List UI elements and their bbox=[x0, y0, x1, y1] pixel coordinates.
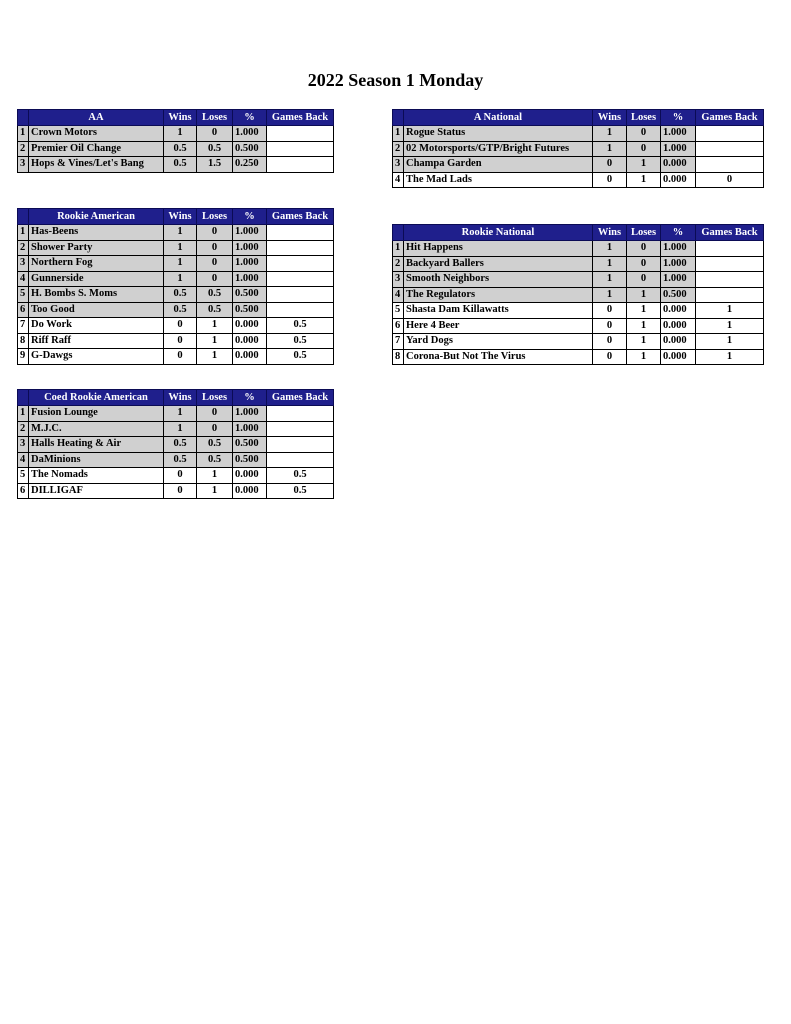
wins-cell: 1 bbox=[164, 240, 197, 256]
games-back-cell bbox=[696, 141, 764, 157]
team-name-cell: Hops & Vines/Let's Bang bbox=[29, 157, 164, 173]
games-back-cell: 0.5 bbox=[267, 349, 334, 365]
games-back-cell bbox=[696, 272, 764, 288]
team-name-cell: H. Bombs S. Moms bbox=[29, 287, 164, 303]
team-name-cell: Has-Beens bbox=[29, 225, 164, 241]
pct-cell: 0.250 bbox=[233, 157, 267, 173]
rank-cell: 4 bbox=[18, 271, 29, 287]
standings-row bbox=[18, 126, 334, 142]
loses-header: Loses bbox=[197, 209, 233, 225]
games-back-cell bbox=[267, 240, 334, 256]
loses-cell: 0 bbox=[197, 256, 233, 272]
pct-cell: 0.500 bbox=[233, 287, 267, 303]
pct-cell: 1.000 bbox=[233, 421, 267, 437]
loses-header: Loses bbox=[197, 390, 233, 406]
standings-row bbox=[18, 421, 334, 437]
standings-row bbox=[393, 157, 764, 173]
header-row bbox=[393, 225, 764, 241]
rank-cell: 3 bbox=[18, 157, 29, 173]
pct-header: % bbox=[233, 110, 267, 126]
team-name-cell: DILLIGAF bbox=[29, 483, 164, 499]
loses-cell: 0.5 bbox=[197, 141, 233, 157]
team-name-cell: The Regulators bbox=[404, 287, 593, 303]
wins-header: Wins bbox=[164, 390, 197, 406]
rank-cell: 3 bbox=[393, 272, 404, 288]
loses-cell: 0 bbox=[627, 272, 661, 288]
rank-cell: 7 bbox=[393, 334, 404, 350]
games-back-cell bbox=[267, 406, 334, 422]
games-back-cell bbox=[696, 157, 764, 173]
loses-cell: 0 bbox=[197, 225, 233, 241]
pct-cell: 0.500 bbox=[233, 141, 267, 157]
wins-cell: 0 bbox=[164, 318, 197, 334]
standings-row bbox=[18, 437, 334, 453]
standings-row bbox=[393, 303, 764, 319]
pct-cell: 0.000 bbox=[661, 349, 696, 365]
wins-cell: 1 bbox=[593, 141, 627, 157]
games-back-cell: 1 bbox=[696, 303, 764, 319]
games-back-header: Games Back bbox=[267, 110, 334, 126]
pct-cell: 0.000 bbox=[233, 318, 267, 334]
loses-cell: 1 bbox=[627, 287, 661, 303]
games-back-cell bbox=[267, 452, 334, 468]
loses-cell: 1 bbox=[627, 303, 661, 319]
loses-cell: 1 bbox=[627, 172, 661, 188]
games-back-cell bbox=[267, 302, 334, 318]
wins-cell: 0 bbox=[593, 303, 627, 319]
pct-cell: 0.000 bbox=[233, 468, 267, 484]
standings-row bbox=[18, 452, 334, 468]
wins-cell: 0.5 bbox=[164, 141, 197, 157]
loses-cell: 0.5 bbox=[197, 287, 233, 303]
games-back-cell: 1 bbox=[696, 349, 764, 365]
loses-cell: 0.5 bbox=[197, 302, 233, 318]
wins-cell: 1 bbox=[593, 256, 627, 272]
games-back-header: Games Back bbox=[267, 390, 334, 406]
standings-row bbox=[18, 333, 334, 349]
standings-table-rookie-american bbox=[17, 208, 334, 365]
rank-cell: 2 bbox=[393, 141, 404, 157]
rank-cell: 5 bbox=[18, 468, 29, 484]
pct-cell: 1.000 bbox=[233, 225, 267, 241]
standings-row bbox=[393, 272, 764, 288]
loses-cell: 1 bbox=[627, 349, 661, 365]
standings-row bbox=[18, 468, 334, 484]
rank-header bbox=[18, 390, 29, 406]
games-back-header: Games Back bbox=[696, 110, 764, 126]
division-name-header: Rookie American bbox=[29, 209, 164, 225]
pct-cell: 0.500 bbox=[233, 302, 267, 318]
loses-cell: 0 bbox=[197, 406, 233, 422]
team-name-cell: Too Good bbox=[29, 302, 164, 318]
standings-table-a-national bbox=[392, 109, 764, 188]
standings-row bbox=[393, 241, 764, 257]
header-row bbox=[393, 110, 764, 126]
standings-row bbox=[18, 406, 334, 422]
wins-header: Wins bbox=[164, 209, 197, 225]
wins-cell: 0 bbox=[164, 483, 197, 499]
rank-cell: 3 bbox=[393, 157, 404, 173]
pct-cell: 0.500 bbox=[233, 437, 267, 453]
games-back-cell: 0 bbox=[696, 172, 764, 188]
standings-row bbox=[393, 349, 764, 365]
standings-row bbox=[18, 318, 334, 334]
team-name-cell: Gunnerside bbox=[29, 271, 164, 287]
pct-cell: 1.000 bbox=[661, 126, 696, 142]
loses-header: Loses bbox=[627, 110, 661, 126]
team-name-cell: Riff Raff bbox=[29, 333, 164, 349]
standings-row bbox=[18, 287, 334, 303]
wins-cell: 0.5 bbox=[164, 157, 197, 173]
wins-cell: 1 bbox=[593, 241, 627, 257]
team-name-cell: Fusion Lounge bbox=[29, 406, 164, 422]
team-name-cell: Here 4 Beer bbox=[404, 318, 593, 334]
standings-row bbox=[18, 141, 334, 157]
games-back-cell: 0.5 bbox=[267, 483, 334, 499]
pct-header: % bbox=[661, 225, 696, 241]
rank-cell: 6 bbox=[393, 318, 404, 334]
team-name-cell: Shower Party bbox=[29, 240, 164, 256]
games-back-cell bbox=[696, 287, 764, 303]
header-row bbox=[18, 209, 334, 225]
wins-header: Wins bbox=[593, 225, 627, 241]
loses-cell: 1.5 bbox=[197, 157, 233, 173]
wins-cell: 0 bbox=[593, 334, 627, 350]
wins-cell: 0 bbox=[593, 157, 627, 173]
division-name-header: Rookie National bbox=[404, 225, 593, 241]
loses-cell: 0 bbox=[627, 241, 661, 257]
loses-cell: 0 bbox=[197, 421, 233, 437]
games-back-header: Games Back bbox=[696, 225, 764, 241]
rank-cell: 2 bbox=[18, 240, 29, 256]
standings-table-coed-rookie-american bbox=[17, 389, 334, 499]
rank-cell: 2 bbox=[18, 421, 29, 437]
rank-cell: 4 bbox=[18, 452, 29, 468]
games-back-cell: 1 bbox=[696, 318, 764, 334]
wins-cell: 1 bbox=[164, 225, 197, 241]
pct-cell: 1.000 bbox=[233, 240, 267, 256]
pct-header: % bbox=[661, 110, 696, 126]
games-back-cell bbox=[267, 271, 334, 287]
rank-cell: 8 bbox=[393, 349, 404, 365]
standings-row bbox=[18, 349, 334, 365]
loses-cell: 1 bbox=[627, 318, 661, 334]
rank-cell: 3 bbox=[18, 256, 29, 272]
header-row bbox=[18, 390, 334, 406]
rank-cell: 1 bbox=[18, 225, 29, 241]
games-back-cell bbox=[267, 157, 334, 173]
header-row bbox=[18, 110, 334, 126]
team-name-cell: DaMinions bbox=[29, 452, 164, 468]
pct-cell: 1.000 bbox=[661, 241, 696, 257]
games-back-cell bbox=[267, 287, 334, 303]
rank-cell: 5 bbox=[18, 287, 29, 303]
rank-header bbox=[18, 209, 29, 225]
wins-cell: 1 bbox=[593, 287, 627, 303]
pct-cell: 1.000 bbox=[661, 256, 696, 272]
pct-header: % bbox=[233, 209, 267, 225]
rank-cell: 1 bbox=[393, 126, 404, 142]
loses-cell: 0 bbox=[627, 256, 661, 272]
rank-cell: 5 bbox=[393, 303, 404, 319]
team-name-cell: Smooth Neighbors bbox=[404, 272, 593, 288]
rank-cell: 7 bbox=[18, 318, 29, 334]
loses-cell: 1 bbox=[627, 157, 661, 173]
team-name-cell: The Mad Lads bbox=[404, 172, 593, 188]
games-back-cell bbox=[267, 437, 334, 453]
pct-cell: 0.000 bbox=[661, 334, 696, 350]
team-name-cell: Corona-But Not The Virus bbox=[404, 349, 593, 365]
loses-header: Loses bbox=[627, 225, 661, 241]
games-back-cell: 0.5 bbox=[267, 333, 334, 349]
wins-cell: 1 bbox=[164, 126, 197, 142]
wins-cell: 1 bbox=[164, 406, 197, 422]
rank-cell: 3 bbox=[18, 437, 29, 453]
rank-cell: 1 bbox=[393, 241, 404, 257]
pct-cell: 0.500 bbox=[661, 287, 696, 303]
wins-cell: 0 bbox=[593, 349, 627, 365]
team-name-cell: G-Dawgs bbox=[29, 349, 164, 365]
standings-row bbox=[393, 334, 764, 350]
wins-cell: 0 bbox=[164, 333, 197, 349]
loses-cell: 1 bbox=[197, 333, 233, 349]
wins-cell: 1 bbox=[164, 421, 197, 437]
standings-row bbox=[18, 157, 334, 173]
pct-cell: 0.000 bbox=[661, 157, 696, 173]
page-title: 2022 Season 1 Monday bbox=[307, 70, 484, 90]
team-name-cell: Northern Fog bbox=[29, 256, 164, 272]
pct-cell: 0.000 bbox=[661, 303, 696, 319]
team-name-cell: 02 Motorsports/GTP/Bright Futures bbox=[404, 141, 593, 157]
standings-row bbox=[393, 126, 764, 142]
games-back-cell bbox=[267, 421, 334, 437]
loses-cell: 0 bbox=[197, 240, 233, 256]
wins-cell: 1 bbox=[164, 271, 197, 287]
pct-cell: 1.000 bbox=[233, 256, 267, 272]
standings-row bbox=[18, 240, 334, 256]
rank-cell: 2 bbox=[18, 141, 29, 157]
games-back-header: Games Back bbox=[267, 209, 334, 225]
team-name-cell: Premier Oil Change bbox=[29, 141, 164, 157]
pct-header: % bbox=[233, 390, 267, 406]
games-back-cell bbox=[696, 256, 764, 272]
standings-row bbox=[393, 318, 764, 334]
rank-cell: 2 bbox=[393, 256, 404, 272]
rank-cell: 4 bbox=[393, 172, 404, 188]
rank-cell: 1 bbox=[18, 126, 29, 142]
pct-cell: 0.000 bbox=[661, 318, 696, 334]
team-name-cell: Hit Happens bbox=[404, 241, 593, 257]
pct-cell: 1.000 bbox=[661, 141, 696, 157]
games-back-cell bbox=[696, 241, 764, 257]
standings-row bbox=[18, 483, 334, 499]
wins-cell: 0 bbox=[593, 172, 627, 188]
games-back-cell bbox=[267, 225, 334, 241]
loses-cell: 0 bbox=[197, 271, 233, 287]
standings-row bbox=[393, 287, 764, 303]
pct-cell: 1.000 bbox=[233, 271, 267, 287]
games-back-cell bbox=[267, 141, 334, 157]
loses-cell: 1 bbox=[197, 483, 233, 499]
loses-cell: 0 bbox=[197, 126, 233, 142]
rank-cell: 6 bbox=[18, 302, 29, 318]
wins-cell: 0.5 bbox=[164, 452, 197, 468]
loses-cell: 1 bbox=[627, 334, 661, 350]
wins-header: Wins bbox=[164, 110, 197, 126]
rank-cell: 1 bbox=[18, 406, 29, 422]
wins-header: Wins bbox=[593, 110, 627, 126]
pct-cell: 0.000 bbox=[661, 172, 696, 188]
division-name-header: Coed Rookie American bbox=[29, 390, 164, 406]
team-name-cell: Backyard Ballers bbox=[404, 256, 593, 272]
team-name-cell: M.J.C. bbox=[29, 421, 164, 437]
rank-header bbox=[393, 225, 404, 241]
pct-cell: 1.000 bbox=[233, 406, 267, 422]
standings-table-aa bbox=[17, 109, 334, 173]
standings-row bbox=[18, 302, 334, 318]
standings-row bbox=[18, 225, 334, 241]
rank-header bbox=[18, 110, 29, 126]
loses-cell: 0 bbox=[627, 141, 661, 157]
team-name-cell: Halls Heating & Air bbox=[29, 437, 164, 453]
games-back-cell: 0.5 bbox=[267, 318, 334, 334]
loses-cell: 1 bbox=[197, 349, 233, 365]
loses-header: Loses bbox=[197, 110, 233, 126]
wins-cell: 0.5 bbox=[164, 287, 197, 303]
standings-row bbox=[18, 256, 334, 272]
wins-cell: 1 bbox=[593, 126, 627, 142]
rank-cell: 4 bbox=[393, 287, 404, 303]
rank-cell: 9 bbox=[18, 349, 29, 365]
team-name-cell: Shasta Dam Killawatts bbox=[404, 303, 593, 319]
standings-table-rookie-national bbox=[392, 224, 764, 365]
loses-cell: 1 bbox=[197, 468, 233, 484]
pct-cell: 1.000 bbox=[233, 126, 267, 142]
standings-row bbox=[393, 256, 764, 272]
pct-cell: 0.000 bbox=[233, 483, 267, 499]
pct-cell: 1.000 bbox=[661, 272, 696, 288]
wins-cell: 0.5 bbox=[164, 437, 197, 453]
wins-cell: 1 bbox=[593, 272, 627, 288]
loses-cell: 0 bbox=[627, 126, 661, 142]
games-back-cell: 0.5 bbox=[267, 468, 334, 484]
loses-cell: 0.5 bbox=[197, 452, 233, 468]
rank-cell: 8 bbox=[18, 333, 29, 349]
team-name-cell: Yard Dogs bbox=[404, 334, 593, 350]
loses-cell: 1 bbox=[197, 318, 233, 334]
games-back-cell bbox=[267, 256, 334, 272]
division-name-header: AA bbox=[29, 110, 164, 126]
team-name-cell: Champa Garden bbox=[404, 157, 593, 173]
wins-cell: 0 bbox=[164, 349, 197, 365]
wins-cell: 1 bbox=[164, 256, 197, 272]
games-back-cell bbox=[267, 126, 334, 142]
standings-row bbox=[393, 172, 764, 188]
team-name-cell: Do Work bbox=[29, 318, 164, 334]
wins-cell: 0 bbox=[593, 318, 627, 334]
standings-row bbox=[18, 271, 334, 287]
team-name-cell: Crown Motors bbox=[29, 126, 164, 142]
division-name-header: A National bbox=[404, 110, 593, 126]
rank-header bbox=[393, 110, 404, 126]
wins-cell: 0 bbox=[164, 468, 197, 484]
standings-row bbox=[393, 141, 764, 157]
wins-cell: 0.5 bbox=[164, 302, 197, 318]
pct-cell: 0.000 bbox=[233, 333, 267, 349]
games-back-cell: 1 bbox=[696, 334, 764, 350]
pct-cell: 0.000 bbox=[233, 349, 267, 365]
games-back-cell bbox=[696, 126, 764, 142]
team-name-cell: The Nomads bbox=[29, 468, 164, 484]
pct-cell: 0.500 bbox=[233, 452, 267, 468]
team-name-cell: Rogue Status bbox=[404, 126, 593, 142]
rank-cell: 6 bbox=[18, 483, 29, 499]
loses-cell: 0.5 bbox=[197, 437, 233, 453]
